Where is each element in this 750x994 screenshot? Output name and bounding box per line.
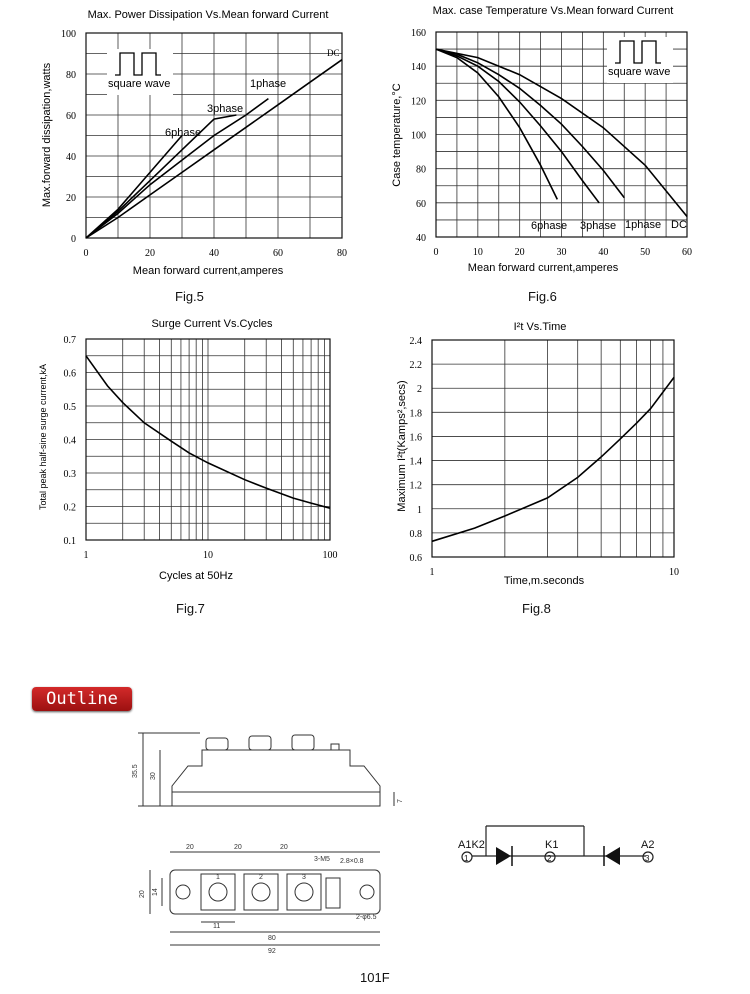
x-tick-label: 80	[337, 248, 347, 259]
dim-11: 11	[213, 923, 221, 930]
series-label-6phase: 6phase	[531, 220, 568, 232]
fig8-caption: Fig.8	[522, 601, 551, 616]
side-terminal-2	[249, 736, 271, 750]
dim-20-c: 20	[280, 844, 288, 851]
x-tick-label: 20	[514, 247, 525, 258]
diode-2-icon	[605, 847, 620, 865]
y-tick-label: 2.2	[409, 360, 422, 372]
y-tick-label: 1.2	[409, 480, 422, 492]
chart-title: Max. case Temperature Vs.Mean forward Current	[432, 5, 674, 17]
x-tick-label: 60	[682, 247, 692, 258]
y-axis-label: Case temperature,°C	[391, 83, 403, 187]
x-axis-label: Time,m.seconds	[503, 575, 585, 587]
page-number: 101F	[360, 970, 390, 985]
y-tick-label: 80	[416, 164, 426, 176]
fig5-caption: Fig.5	[175, 289, 204, 304]
y-tick-label: 120	[411, 96, 426, 108]
inset-label: square wave	[108, 78, 171, 90]
x-tick-label: 10	[669, 567, 679, 578]
label-a1k2: A1K2	[458, 839, 485, 851]
y-tick-label: 0.5	[63, 402, 76, 413]
screw-1	[209, 883, 227, 901]
terminal-label-2: 2	[259, 874, 263, 881]
x-tick-label: 40	[209, 248, 219, 259]
y-tick-label: 140	[411, 62, 426, 74]
y-tick-label: 1.8	[409, 408, 422, 420]
x-axis-label: Mean forward current,amperes	[132, 265, 284, 277]
y-tick-label: 0.7	[63, 335, 76, 346]
y-tick-label: 40	[416, 233, 426, 244]
y-tick-label: 60	[416, 198, 426, 210]
series-label-1phase: 1phase	[250, 78, 287, 90]
mount-hole-left	[176, 885, 190, 899]
pin-3-label: 3	[645, 854, 650, 863]
y-axis-label: Max.forward dissipation,watts	[41, 62, 53, 208]
series-label-1phase: 1phase	[625, 219, 662, 231]
y-tick-label: 2.4	[409, 336, 422, 347]
dim-30: 30	[150, 772, 157, 780]
chart-title: I²t Vs.Time	[513, 321, 567, 333]
x-tick-label: 60	[273, 248, 283, 259]
dim-14-v: 14	[152, 888, 159, 896]
terminal-label-3: 3	[302, 874, 306, 881]
series-label-3phase: 3phase	[580, 220, 617, 232]
dim-3-m5: 3-M5	[314, 856, 330, 863]
x-axis-label: Cycles at 50Hz	[159, 570, 233, 582]
label-a2: A2	[641, 839, 655, 851]
top-view	[150, 852, 380, 945]
x-tick-label: 40	[598, 247, 609, 258]
y-tick-label: 1.4	[409, 456, 422, 468]
fig7-caption: Fig.7	[176, 601, 205, 616]
pin-2-label: 2	[547, 854, 552, 863]
y-tick-label: 0.4	[63, 435, 76, 447]
x-tick-label: 10	[203, 550, 213, 561]
y-axis-label: Maximum I²t(Kamps²,secs)	[396, 380, 408, 512]
side-terminal-3	[292, 735, 314, 750]
series-label-DC: DC	[671, 219, 687, 231]
y-tick-label: 0.6	[409, 553, 422, 564]
x-tick-label: 30	[556, 247, 567, 258]
gate-connector	[326, 878, 340, 908]
label-k1: K1	[545, 839, 559, 851]
dim-2-8: 2.8×0.8	[340, 858, 364, 865]
chart-title: Surge Current Vs.Cycles	[151, 318, 273, 330]
x-tick-label: 1	[83, 550, 89, 561]
inset-label: square wave	[608, 66, 671, 78]
terminal-label-1: 1	[216, 874, 220, 881]
dim-20-a: 20	[186, 844, 194, 851]
side-terminal-1	[206, 738, 228, 750]
y-tick-label: 100	[411, 130, 426, 142]
dim-7: 7	[397, 799, 404, 803]
y-tick-label: 0.2	[63, 502, 76, 514]
screw-2	[252, 883, 270, 901]
y-tick-label: 80	[66, 70, 76, 81]
mount-hole-right	[360, 885, 374, 899]
x-tick-label: 50	[640, 247, 651, 258]
x-tick-label: 20	[145, 248, 155, 259]
diode-1-icon	[496, 847, 511, 865]
series-label-6phase: 6phase	[165, 127, 202, 139]
series-label-3phase: 3phase	[207, 103, 244, 115]
x-tick-label: 1	[429, 567, 435, 578]
side-tab	[331, 744, 339, 750]
y-tick-label: 1.6	[409, 432, 422, 444]
y-tick-label: 0.1	[63, 536, 76, 547]
side-view-body	[172, 750, 380, 806]
pin-1-label: 1	[464, 854, 469, 863]
x-tick-label: 0	[83, 248, 89, 259]
dim-20-b: 20	[234, 844, 242, 851]
dim-2-phi-6-5: 2-φ6.5	[356, 914, 377, 921]
side-view	[138, 733, 394, 806]
y-tick-label: 1	[417, 504, 422, 516]
dim-92: 92	[268, 948, 276, 955]
y-tick-label: 0.3	[63, 469, 76, 480]
fig6-caption: Fig.6	[528, 289, 557, 304]
dim-80: 80	[268, 935, 276, 942]
y-tick-label: 60	[66, 111, 76, 122]
y-tick-label: 0.8	[409, 528, 422, 540]
side-view-dims	[132, 764, 404, 803]
x-tick-label: 10	[472, 247, 483, 258]
y-tick-label: 0	[71, 234, 76, 245]
y-tick-label: 20	[66, 193, 76, 204]
top-view-dims	[139, 844, 377, 955]
y-tick-label: 40	[66, 152, 76, 163]
x-axis-label: Mean forward current,amperes	[467, 262, 619, 274]
y-tick-label: 100	[61, 29, 76, 40]
y-tick-label: 0.6	[63, 368, 76, 380]
y-tick-label: 160	[411, 28, 426, 39]
chart-title: Max. Power Dissipation Vs.Mean forward Current	[87, 9, 329, 21]
y-axis-label: Total peak half-sine surge current,kA	[38, 363, 48, 511]
schematic-labels	[458, 839, 654, 863]
screw-3	[295, 883, 313, 901]
y-tick-label: 2	[417, 384, 422, 396]
dim-35-5: 35.5	[132, 764, 139, 778]
x-tick-label: 100	[322, 550, 338, 561]
dim-20-v: 20	[139, 890, 146, 898]
series-label-DC: DC	[327, 48, 340, 58]
x-tick-label: 0	[433, 247, 439, 258]
outline-badge: Outline	[32, 687, 132, 711]
